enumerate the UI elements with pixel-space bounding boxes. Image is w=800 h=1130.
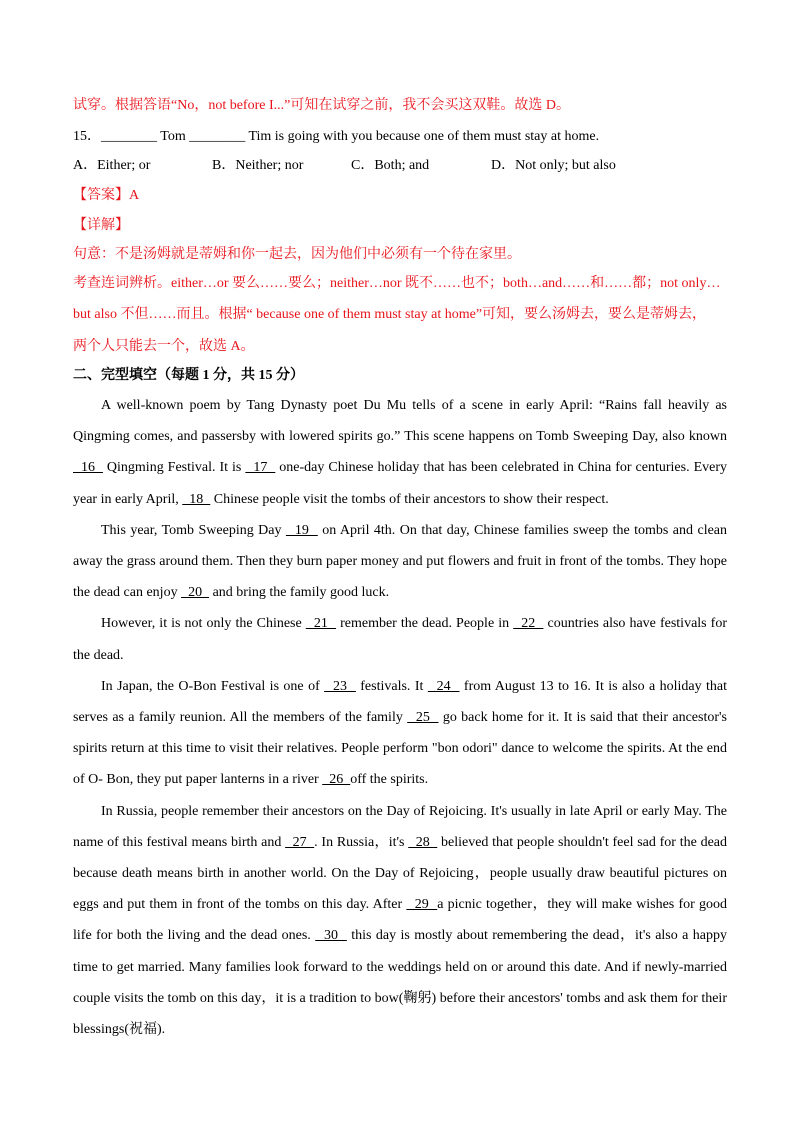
text-segment: this day is mostly about remembering the dead，it's also a happy time to get married. Many families look forward to the weddings held on or around this date. And if newly-married couple visits the tomb on this day，it is a tradition to bow(鞠躬) before their ancestors' tombs and ask them for their blessings(祝福).: [73, 928, 727, 1038]
option-c: C．Both; and: [351, 158, 430, 173]
text-segment: festivals. It: [355, 678, 428, 694]
text-segment: countries also have festivals for the dead.: [73, 616, 728, 663]
blank-18: 18: [182, 491, 211, 507]
blank-29: 29: [406, 897, 438, 913]
blank-20: 20: [181, 585, 210, 601]
text-segment: go back home for it. It is said that their ancestor's spirits return at this time to visit their relatives. People perform "bon odori" dance to welcome the spirits. At the end of O- Bon, they put paper lanterns in a river: [73, 710, 727, 788]
blank-21: 21: [305, 616, 337, 632]
blank-27: 27: [285, 834, 315, 850]
paragraph-3: [73, 608, 727, 670]
text-segment: A well-known poem by Tang Dynasty poet Du Mu tells of a scene in early April: “Rains fall heavily as Qingming comes, and passersby with lowered spirits go.” This scene happens on Tomb Sweeping Day, also known: [73, 398, 727, 445]
blank-19: 19: [285, 522, 318, 538]
detail-line-1: 句意：不是汤姆就是蒂姆和你一起去，因为他们中必须有一个待在家里。: [73, 247, 521, 262]
detail-line-4: 两个人只能去一个，故选 A。: [73, 339, 255, 354]
text-segment: from August 13 to 16. It is also a holiday that serves as a family reunion. All the members of the family: [73, 678, 728, 726]
detail-line-2: 考查连词辨析。either…or 要么……要么；neither…nor 既不……也不；both…and……和……都；not only…: [73, 276, 721, 291]
paragraph-1: [73, 390, 727, 515]
blank-26: 26: [322, 772, 351, 788]
text-segment: a picnic together，they will make wishes for good life for both the living and the dead ones.: [73, 897, 727, 944]
previous-explanation: 试穿。根据答语“No，not before I...”可知在试穿之前，我不会买这双鞋。故选 D。: [73, 98, 570, 113]
answer-label: 【答案】A: [73, 188, 140, 203]
blank-17: 17: [245, 460, 276, 476]
blank-16: 16: [73, 460, 103, 476]
paragraph-5: [73, 796, 727, 1046]
option-d: D．Not only; but also: [491, 158, 616, 173]
text-segment: . In Russia，it's: [314, 834, 409, 850]
text-segment: In Russia, people remember their ancestors on the Day of Rejoicing. It's usually in late April or early May. The name of this festival means birth and: [73, 803, 727, 850]
text-segment: and bring the family good luck.: [209, 585, 390, 601]
blank-22: 22: [513, 616, 544, 632]
paragraph-4: [73, 671, 727, 796]
text-segment: Chinese people visit the tombs of their ancestors to show their respect.: [210, 491, 609, 507]
text-segment: However, it is not only the Chinese: [101, 616, 306, 632]
section-title: 二、完型填空（每题 1 分，共 15 分）: [73, 368, 304, 383]
blank-25: 25: [407, 710, 439, 726]
question-15-stem: 15．________ Tom ________ Tim is going with you because one of them must stay at home.: [73, 129, 600, 144]
text-segment: Qingming Festival. It is: [102, 460, 246, 476]
text-segment: remember the dead. People in: [336, 616, 514, 632]
text-segment: one-day Chinese holiday that has been celebrated in China for centuries. Every year in early April,: [73, 460, 727, 507]
cloze-passage: [73, 390, 727, 1045]
blank-24: 24: [427, 678, 460, 694]
option-a: A．Either; or: [73, 158, 151, 173]
text-segment: In Japan, the O-Bon Festival is one of: [101, 678, 325, 694]
text-segment: believed that people shouldn't feel sad for the dead because death means birth in another world. On the Day of Rejoicing，people usually draw beautiful pictures on eggs and put them in front of the tombs on this day. After: [73, 834, 728, 913]
blank-30: 30: [315, 928, 347, 944]
option-b: B．Neither; nor: [212, 158, 304, 173]
text-segment: on April 4th. On that day, Chinese families sweep the tombs and clean away the grass around them. Then they burn paper money and put flowers and fruit in front of the tombs. They hope the dead can enjoy: [73, 522, 728, 601]
detail-label: 【详解】: [73, 218, 129, 233]
detail-line-3: but also 不但……而且。根据“ because one of them must stay at home”可知，要么汤姆去，要么是蒂姆去，: [73, 307, 707, 322]
paragraph-2: [73, 515, 727, 609]
blank-23: 23: [324, 678, 356, 694]
blank-28: 28: [408, 834, 438, 850]
text-segment: This year, Tomb Sweeping Day: [101, 522, 286, 538]
text-segment: off the spirits.: [350, 772, 429, 788]
